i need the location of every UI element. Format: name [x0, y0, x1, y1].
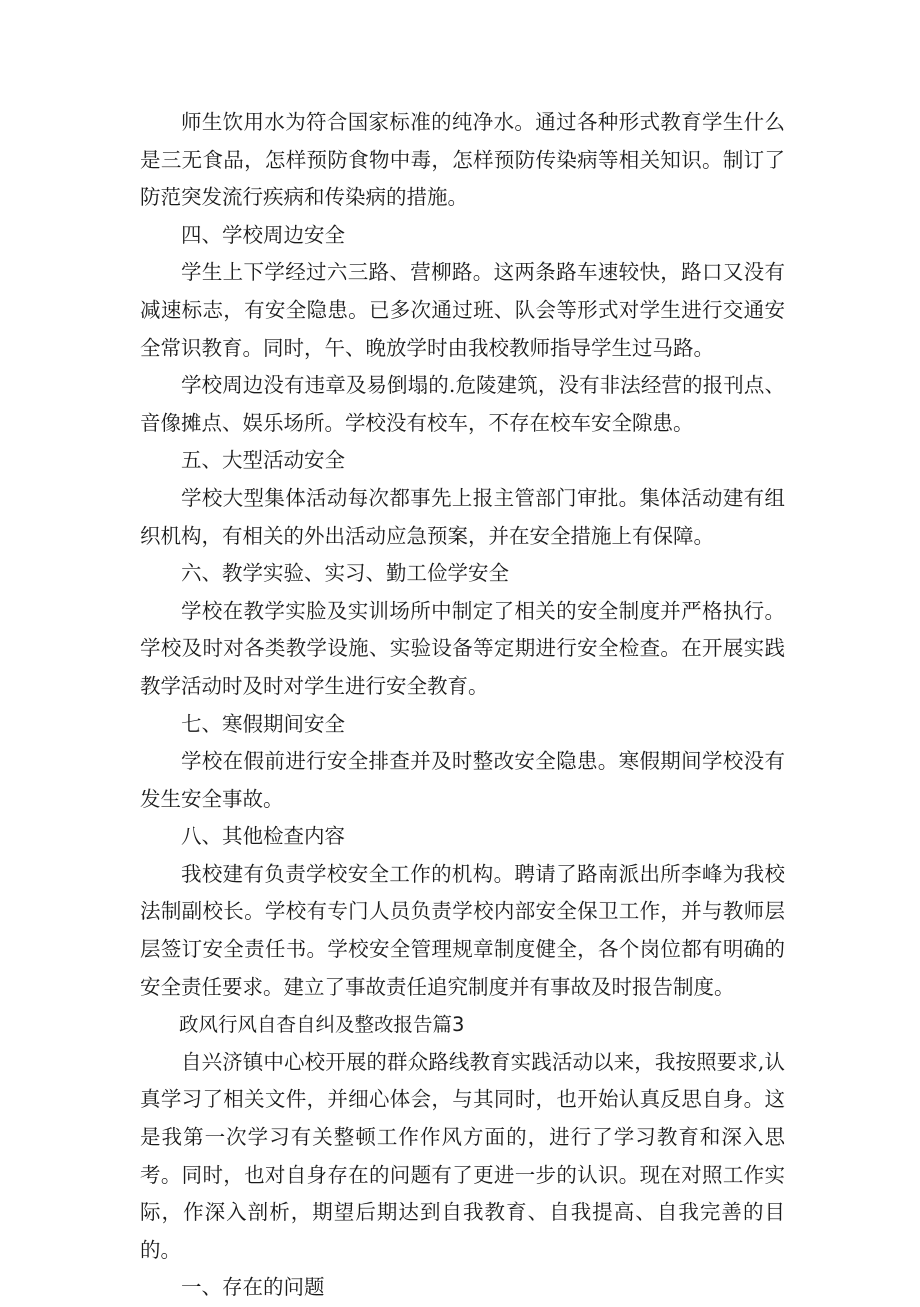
paragraph-traffic-safety: 学生上下学经过六三路、营柳路。这两条路车速较快，路口又没有减速标志，有安全隐患。已多次通过班、队会等形式对学生进行交通安全常识教育。同时，午、晚放学时由我校教师指导学生过马路。: [140, 260, 785, 360]
paragraph-report-intro: 自兴济镇中心校开展的群众路线教育实践活动以来，我按照要求,认真学习了相关文件，并细心体会，与其同时，也开始认真反思自身。这是我第一次学习有关整顿工作作风方面的，进行了学习教育和深入思考。同时，也对自身存在的问题有了更进一步的认识。现在对照工作实际，作深入剖析，期望后期达到自我教育、自我提高、自我完善的目的。: [140, 1049, 785, 1262]
heading-other-checks: 八、其他检查内容: [181, 824, 345, 849]
paragraph-winter-holiday: 学校在假前进行安全排查并及时整改安全隐患。寒假期间学校没有发生安全事故。: [140, 749, 785, 811]
paragraph-experiment: 学校在教学实脸及实训场所中制定了相关的安全制度并严格执行。学校及时对各类教学设施、实验设备等定期进行安全检查。在开展实践教学活动时及时对学生进行安全教育。: [140, 598, 785, 698]
paragraph-other-checks: 我校建有负责学校安全工作的机构。聘请了路南派出所李峰为我校法制副校长。学校有专门人员负责学校内部安全保卫工作，并与教师层层签订安全责任书。学校安全管理规章制度健全，各个岗位都有明确的安全责任要求。建立了事故责任追究制度并有事故及时报告制度。: [140, 861, 785, 999]
heading-large-activity-safety: 五、大型活动安全: [181, 448, 345, 473]
paragraph-large-activity: 学校大型集体活动每次都事先上报主管部门审批。集体活动建有组织机构，有相关的外出活动应急预案，并在安全措施上有保障。: [140, 485, 785, 548]
paragraph-surrounding-buildings: 学校周边没有违章及易倒塌的.危陵建筑，没有非法经营的报刊点、音像摊点、娱乐场所。学校没有校车，不存在校车安全隙患。: [140, 373, 785, 435]
section-title-report-3: 政风行风自杳自纠及整改报告篇3: [179, 1013, 465, 1037]
paragraph-drinking-water: 师生饮用水为符合国家标准的纯净水。通过各种形式教育学生什么是三无食品，怎样预防食物中毒，怎样预防传染病等相关知识。制订了防范突发流行疾病和传染病的措施。: [140, 110, 785, 210]
heading-existing-problems: 一、存在的问题: [181, 1275, 325, 1300]
heading-experiment-safety: 六、教学实验、实习、勤工俭学安全: [181, 561, 509, 586]
heading-winter-holiday-safety: 七、寒假期间安全: [181, 711, 345, 736]
heading-surroundings-safety: 四、学校周边安全: [181, 222, 345, 247]
document-body: [140, 104, 785, 1307]
